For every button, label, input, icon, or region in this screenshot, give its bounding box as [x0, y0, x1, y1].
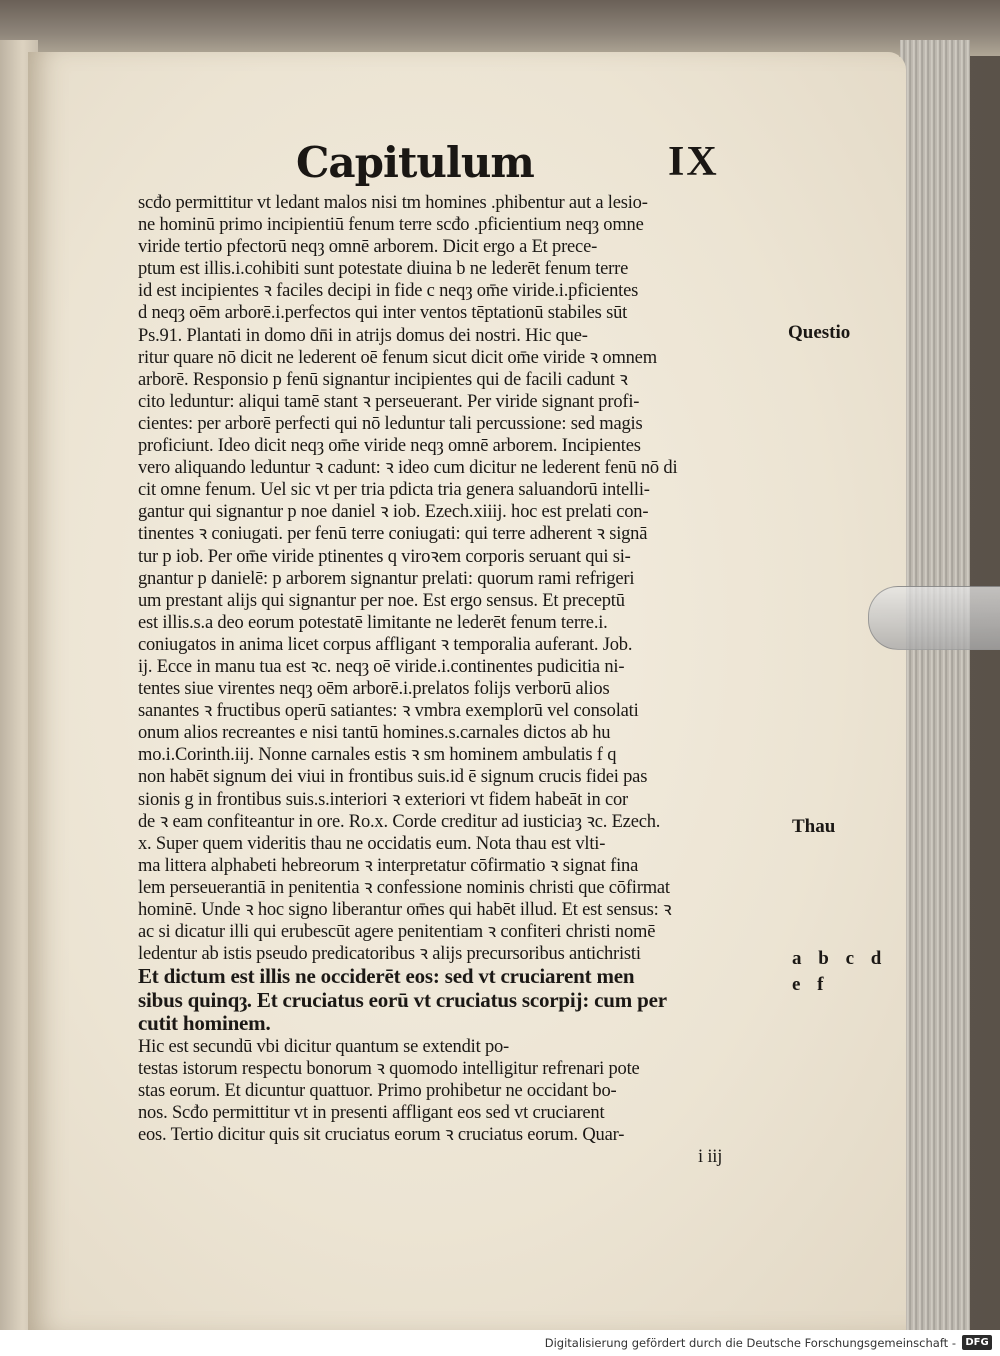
text-line: lem perseuerantiā in penitentia ꝛ confessione nominis christi que cōfirmat [138, 877, 670, 898]
chapter-number: IX [668, 139, 719, 185]
text-line: est illis.s.a deo eorum potestatē limitante ne lederēt fenum terre.i. [138, 612, 608, 633]
text-line: stas eorum. Et dicuntur quattuor. Primo prohibetur ne occidant bo- [138, 1080, 617, 1101]
text-line: coniugatos in anima licet corpus affligant ꝛ temporalia auferant. Job. [138, 634, 633, 655]
page-fore-edge [900, 40, 970, 1330]
text-line: non habēt signum dei viui in frontibus suis.id ē signum crucis fidei pas [138, 767, 648, 788]
text-line: proficiunt. Ideo dicit neqȝ om̄e viride neqȝ omnē arborem. Incipientes [138, 436, 641, 457]
text-line: um prestant alijs qui signantur per noe. Est ergo sensus. Et preceptū [138, 590, 625, 611]
text-line: viride tertio pfectorū neqȝ omnē arborem. Dicit ergo a Et prece- [138, 237, 598, 258]
text-line: cit omne fenum. Uel sic vt per tria pdicta tria genera saluandorū intelli- [138, 480, 650, 501]
verse-line: cutit hominem. [138, 1012, 271, 1036]
text-line: id est incipientes ꝛ faciles decipi in fide c neqȝ om̄e viride.i.pficientes [138, 281, 639, 302]
text-line: ledentur ab istis pseudo predicatoribus ꝛ alijs precursoribus antichristi [138, 944, 641, 965]
text-line: cientes: per arborē perfecti qui nō leduntur tali percussione: sed magis [138, 413, 643, 434]
text-line: gnantur p danielē: p arborem signantur prelati: quorum rami refrigeri [138, 568, 635, 589]
text-line: sionis g in frontibus suis.s.interiori ꝛ exteriori vt fidem habeāt in cor [138, 789, 628, 810]
text-line: tentes siue virentes neqȝ oēm arborē.i.prelatos folijs verborū alios [138, 679, 610, 700]
text-line: ma littera alphabeti hebreorum ꝛ interpretatur cōfirmatio ꝛ signat fina [138, 855, 639, 876]
text-line: cito leduntur: aliqui tamē stant ꝛ perseuerant. Per viride signant profi- [138, 391, 640, 412]
chapter-title: Capitulum [296, 138, 534, 187]
text-line: gantur qui signantur p noe daniel ꝛ iob. Ezech.xiiij. hoc est prelati con- [138, 502, 649, 523]
text-line: Hic est secundū vbi dicitur quantum se extendit po- [138, 1036, 510, 1057]
text-line: eos. Tertio dicitur quis sit cruciatus eorum ꝛ cruciatus eorum. Quar- [138, 1125, 625, 1146]
text-line: sanantes ꝛ fructibus operū satiantes: ꝛ vmbra exemplorū vel consolati [138, 701, 639, 722]
text-line: tinentes ꝛ coniugati. per fenū terre coniugati: qui terre adherent ꝛ signā [138, 524, 648, 545]
footer-bar [0, 1330, 1000, 1356]
margin-letters-ef: e f [792, 974, 830, 995]
text-line: x. Super quem videritis thau ne occidatis eum. Nota thau est vlti- [138, 833, 606, 854]
text-line: testas istorum respectu bonorum ꝛ quomodo intelligitur refrenari pote [138, 1058, 640, 1079]
text-line: arborē. Responsio p fenū signantur incipientes qui de facili cadunt ꝛ [138, 369, 628, 390]
text-line: de ꝛ eam confiteantur in ore. Ro.x. Corde creditur ad iusticiaȝ ꝛc. Ezech. [138, 811, 661, 832]
text-line: ac si dicatur illi qui erubescūt agere penitentiam ꝛ confiteri christi nomē [138, 922, 656, 943]
text-line: Ps.91. Plantati in domo dn̄i in atrijs domus dei nostri. Hic que- [138, 325, 588, 346]
chapter-heading [296, 138, 796, 188]
footer-credit: Digitalisierung gefördert durch die Deutsche Forschungsgemeinschaft - [544, 1336, 956, 1350]
page-clip [868, 586, 1000, 650]
margin-note-thau: Thau [792, 816, 836, 837]
dfg-logo: DFG [962, 1335, 992, 1350]
text-line: scđo permittitur vt ledant malos nisi tm homines .phibentur aut a lesio- [138, 193, 648, 213]
text-line: tur p iob. Per om̄e viride ptinentes q viroꝛem corporis seruant qui si- [138, 546, 631, 567]
text-line: ne hominū primo incipientiū fenum terre scđo .pficientium neqȝ omne [138, 215, 644, 236]
text-line: d neqȝ oēm arborē.i.perfectos qui inter ventos tēptationū stabiles sūt [138, 303, 628, 324]
text-line: vero aliquando leduntur ꝛ cadunt: ꝛ ideo cum dicitur ne lederent fenū nō di [138, 458, 678, 479]
text-line: ritur quare nō dicit ne lederent oē fenum sicut dicit om̄e viride ꝛ omnem [138, 347, 657, 368]
signature-mark: i iij [698, 1147, 723, 1168]
margin-note-questio: Questio [788, 322, 851, 343]
verse-line: sibus quinqȝ. Et cruciatus eorū vt cruciatus scorpij: cum per [138, 988, 667, 1012]
text-line: onum alios recreantes e nisi tantū homines.s.carnales dictos ab hu [138, 723, 611, 744]
text-line: ij. Ecce in manu tua est ꝛc. neqȝ oē viride.i.continentes pudicitia ni- [138, 656, 625, 677]
text-line: mo.i.Corinth.iij. Nonne carnales estis ꝛ sm hominem ambulatis f q [138, 745, 617, 766]
book-top-edge [0, 0, 1000, 56]
text-line: nos. Scđo permittitur vt in presenti affligant eos sed vt cruciarent [138, 1103, 605, 1124]
text-line: ptum est illis.i.cohibiti sunt potestate diuina b ne lederēt fenum terre [138, 259, 629, 280]
verse-line: Et dictum est illis ne occiderēt eos: sed vt cruciarent men [138, 965, 635, 989]
margin-letters-abcd: a b c d [792, 948, 888, 969]
page-text [138, 192, 798, 1168]
text-line: hominē. Unde ꝛ hoc signo liberantur om̄es qui habēt illud. Et est sensus: ꝛ [138, 900, 672, 920]
